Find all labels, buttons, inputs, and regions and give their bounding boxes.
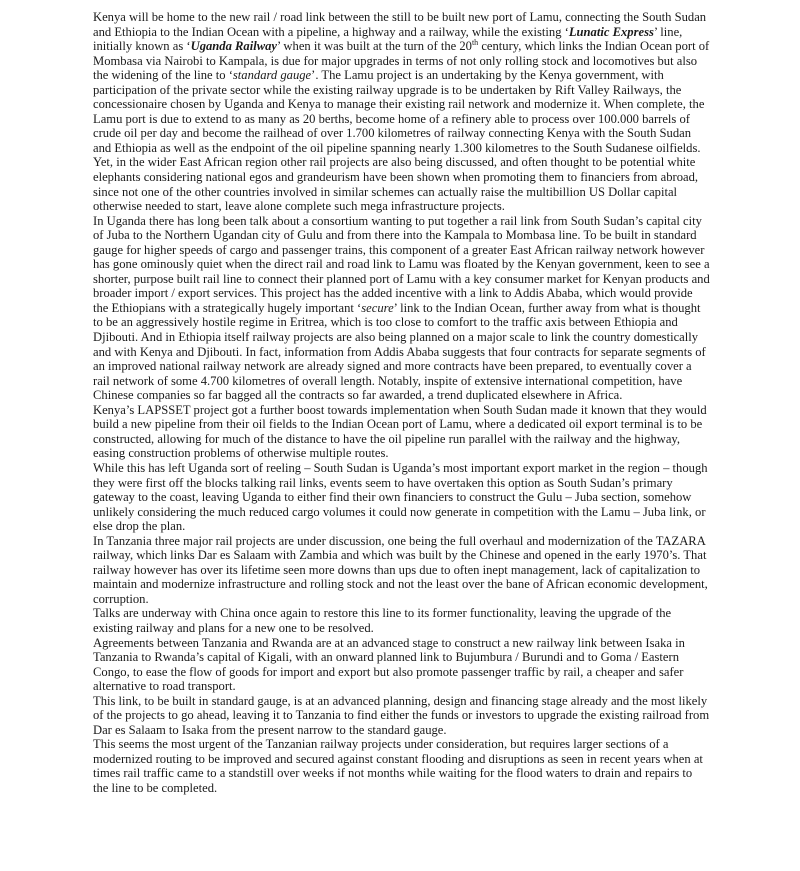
paragraph-standard-gauge-link: This link, to be built in standard gauge, is at an advanced planning, design and financing stage already and the most likely of the projects to go ahead, leaving it to Tanzania to find either the funds or investors to upgrade the existing railroad from Dar es Salaam to Isaka from the present narrow to the standard gauge. — [93, 693, 710, 737]
paragraph-tazara: In Tanzania three major rail projects are under discussion, one being the full overhaul and modernization of the TAZARA railway, which links Dar es Salaam with Zambia and which was built by the Chinese and opened in the early 1970’s. That railway however has over its lifetime seen more downs than ups due to often inept management, lack of capitalization to maintain and modernize infrastructure and rolling stock and not the least over the bane of African economic development, corruption. — [93, 533, 708, 606]
paragraph-uganda-reeling: While this has left Uganda sort of reeling – South Sudan is Uganda’s most important export market in the region – though they were first off the blocks talking rail links, events seem to have overtaken this option as South Sudan’s primary gateway to the coast, leaving Uganda to either find their own financiers to construct the Gulu – Juba section, somehow unlikely considering the much reduced cargo volumes it could now generate in competition with the Lamu – Juba link, or else drop the plan. — [93, 460, 708, 534]
paragraph-urgent-projects: This seems the most urgent of the Tanzanian railway projects under consideration, but requires larger sections of a modernized routing to be improved and secured against constant flooding and disruptions as seen in recent years when at times rail traffic came to a standstill over weeks if not months while waiting for the flood waters to drain and repairs to the line to be completed. — [93, 737, 703, 795]
paragraph-lapsset: Kenya’s LAPSSET project got a further boost towards implementation when South Sudan made it known that they would build a new pipeline from their oil fields to the Indian Ocean port of Lamu, where a dedicated oil export terminal is to be constructed, allowing for much of the distance to have the oil pipeline run parallel with the railway and the highway, easing construction problems of otherwise multiple routes. — [93, 402, 707, 461]
document-page — [93, 10, 710, 796]
standard-gauge-term: standard gauge — [232, 68, 312, 83]
uganda-railway-term: Uganda Railway — [190, 39, 278, 54]
paragraph-white-elephants: Yet, in the wider East African region other rail projects are also being discussed, and often thought to be potential white elephants considering national egos and grandeurism have been shown when promoting them to financiers from abroad, since not one of the other countries involved in similar schemes can actually raise the multibillion US Dollar capital otherwise needed to start, leave alone complete such mega infrastructure projects. — [93, 155, 699, 214]
paragraph-uganda-ethiopia: In Uganda there has long been talk about a consortium wanting to put together a rail link from South Sudan’s capital city of Juba to the Northern Ugandan city of Gulu and from there into the Kampala to Mombasa line. To be built in standard gauge for higher speeds of cargo and passenger trains, this component of a greater East African railway network however has gone ominously quiet when the direct rail and road link to Lamu was floated by the Kenyan government, keen to see a shorter, purpose built rail line to connect their planned port of Lamu with a key consumer market for Kenyan products and broader import / export services. This project has the added incentive with a link to Addis Ababa, which would provide the Ethiopians with a strategically hugely important ‘secure’ link to the Indian Ocean, further away from what is thought to be an aggressively hostile regime in Eritrea, which is too close to comfort to the traffic axis between Ethiopia and Djibouti. And in Ethiopia itself railway projects are also being planned on a major scale to link the country domestically and with Kenya and Djibouti. In fact, information from Addis Ababa suggests that four contracts for separate segments of an improved national railway network are already signed and more contracts have been prepared, to eventually cover a rail network of some 4.700 kilometres of overall length. Notably, inspite of extensive international competition, have Chinese companies so far bagged all the contracts so far awarded, a trend duplicated elsewhere in Africa. — [93, 213, 710, 403]
secure-term: secure — [361, 300, 394, 315]
paragraph-china-talks: Talks are underway with China once again to restore this line to its former functionality, leaving the upgrade of the existing railway and plans for a new one to be resolved. — [93, 606, 672, 635]
paragraph-lamu-intro: Kenya will be home to the new rail / road link between the still to be built new port of Lamu, connecting the South Sudan and Ethiopia to the Indian Ocean with a pipeline, a highway and a railway, while the existing ‘Lunatic Express’ line, initially known as ‘Uganda Railway’ when it was built at the turn of the 20th century, which links the Indian Ocean port of Mombasa via Nairobi to Kampala, is due for major upgrades in terms of not only rolling stock and locomotives but also the widening of the line to ‘standard gauge’. The Lamu project is an undertaking by the Kenya government, with participation of the private sector while the existing railway upgrade is to be undertaken by Rift Valley Railways, the concessionaire chosen by Uganda and Kenya to manage their existing rail network and modernize it. When complete, the Lamu port is due to extend to as many as 20 berths, become home of a refinery able to process over 100.000 barrels of crude oil per day and become the railhead of over 1.700 kilometres of railway connecting Kenya with the South Sudan and Ethiopia as well as the endpoint of the oil pipeline spanning nearly 1.300 kilometres to the South Sudanese oilfields. — [93, 10, 710, 155]
superscript-th: th — [471, 37, 479, 47]
lunatic-express-term: Lunatic Express — [568, 24, 654, 39]
paragraph-isaka-kigali: Agreements between Tanzania and Rwanda are at an advanced stage to construct a new railway link between Isaka in Tanzania to Rwanda’s capital of Kigali, with an onward planned link to Bujumbura / Burundi and to Goma / Eastern Congo, to ease the flow of goods for import and export but also promote passenger traffic by rail, a cheaper and safer alternative to road transport. — [93, 635, 685, 694]
